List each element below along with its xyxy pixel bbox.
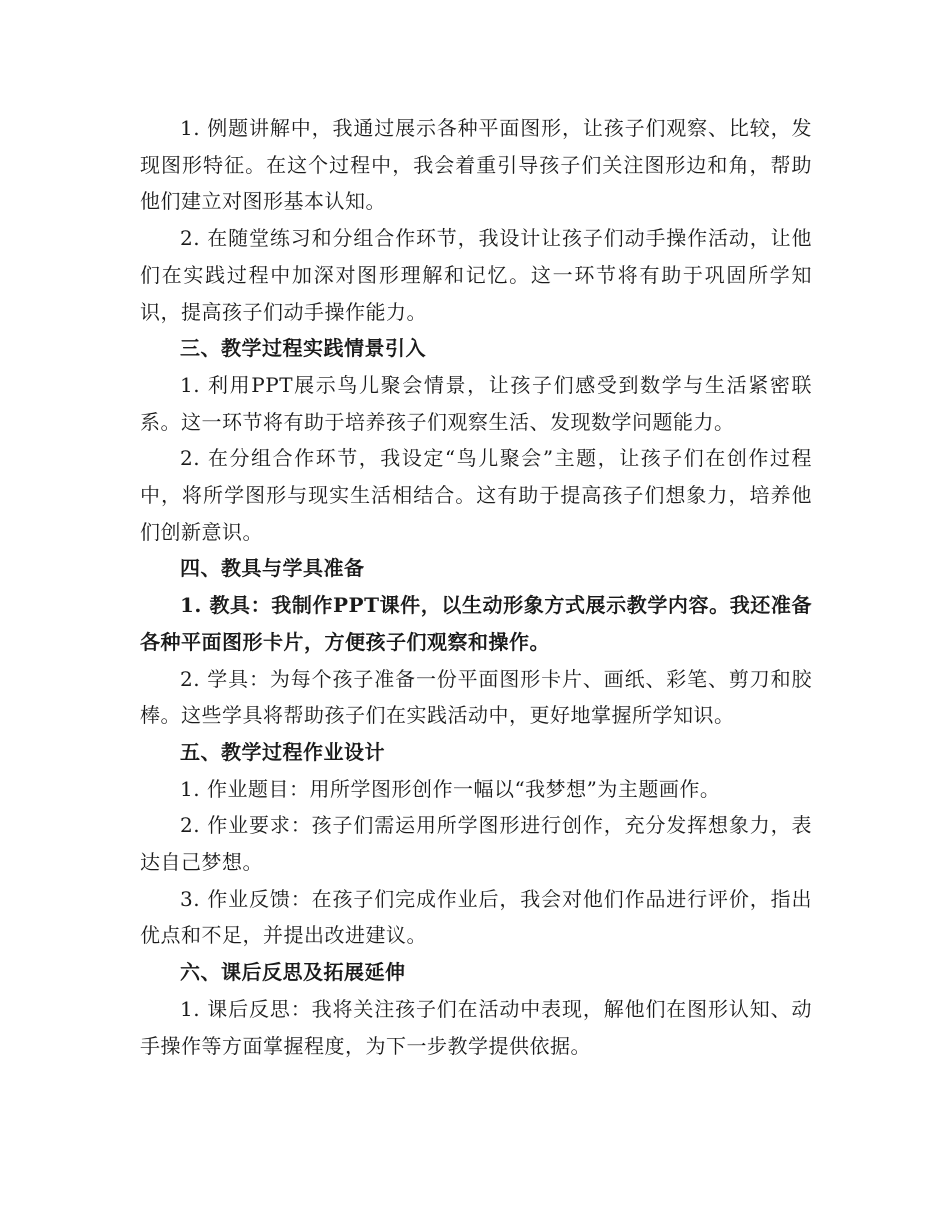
section-heading: 四、教具与学具准备: [180, 556, 365, 581]
section-heading: 五、教学过程作业设计: [180, 739, 385, 764]
paragraph: 1. 课后反思：我将关注孩子们在活动中表现，解他们在图形认知、动手操作等方面掌握程度，为下一步教学提供依据。: [140, 996, 812, 1058]
paragraph: 1. 作业题目：用所学图形创作一幅以“我梦想”为主题画作。: [180, 776, 721, 801]
paragraph: 2. 作业要求：孩子们需运用所学图形进行创作，充分发挥想象力，表达自己梦想。: [140, 813, 812, 875]
section-heading: 三、教学过程实践情景引入: [180, 336, 426, 361]
section-heading: 六、课后反思及拓展延伸: [180, 960, 406, 985]
paragraph: 3. 作业反馈：在孩子们完成作业后，我会对他们作品进行评价，指出优点和不足，并提出改进建议。: [140, 886, 812, 948]
document-body: [140, 110, 812, 1064]
paragraph: 1. 利用PPT展示鸟儿聚会情景，让孩子们感受到数学与生活紧密联系。这一环节将有助于培养孩子们观察生活、发现数学问题能力。: [140, 372, 812, 434]
paragraph: 2. 在随堂练习和分组合作环节，我设计让孩子们动手操作活动，让他们在实践过程中加深对图形理解和记忆。这一环节将有助于巩固所学知识，提高孩子们动手操作能力。: [140, 226, 812, 324]
paragraph: 2. 在分组合作环节，我设定“鸟儿聚会”主题，让孩子们在创作过程中，将所学图形与现实生活相结合。这有助于提高孩子们想象力，培养他们创新意识。: [140, 446, 812, 544]
paragraph: 1. 教具：我制作PPT课件，以生动形象方式展示教学内容。我还准备各种平面图形卡片，方便孩子们观察和操作。: [140, 593, 812, 654]
paragraph: 2. 学具：为每个孩子准备一份平面图形卡片、画纸、彩笔、剪刀和胶棒。这些学具将帮助孩子们在实践活动中，更好地掌握所学知识。: [140, 666, 812, 728]
paragraph: 1. 例题讲解中，我通过展示各种平面图形，让孩子们观察、比较，发现图形特征。在这个过程中，我会着重引导孩子们关注图形边和角，帮助他们建立对图形基本认知。: [140, 116, 812, 214]
